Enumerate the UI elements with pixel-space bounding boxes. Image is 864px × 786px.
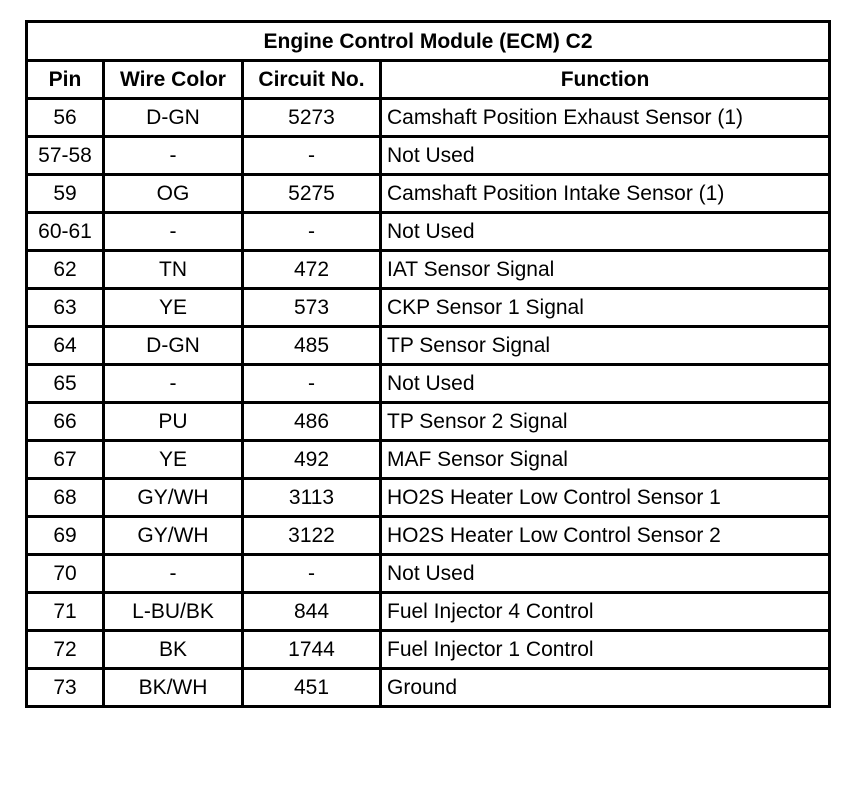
pin-cell: 73 (27, 669, 104, 707)
circuit-no-cell: 485 (243, 327, 381, 365)
function-cell: Fuel Injector 1 Control (381, 631, 830, 669)
pin-cell: 60-61 (27, 213, 104, 251)
column-header-row (27, 61, 830, 99)
wire-color-cell: D-GN (104, 327, 243, 365)
table-title-row (27, 22, 830, 61)
pin-cell: 68 (27, 479, 104, 517)
wire-color-cell: - (104, 137, 243, 175)
pin-cell: 64 (27, 327, 104, 365)
function-cell: Not Used (381, 365, 830, 403)
wire-color-cell: BK/WH (104, 669, 243, 707)
table-row (27, 631, 830, 669)
pin-cell: 72 (27, 631, 104, 669)
wire-color-cell: - (104, 365, 243, 403)
circuit-no-cell: 486 (243, 403, 381, 441)
wire-color-cell: OG (104, 175, 243, 213)
header-circuit-no: Circuit No. (243, 61, 381, 99)
table-row (27, 403, 830, 441)
pin-cell: 71 (27, 593, 104, 631)
ecm-connector-table (25, 20, 831, 708)
function-cell: Not Used (381, 137, 830, 175)
wire-color-cell: - (104, 213, 243, 251)
table-row (27, 213, 830, 251)
function-cell: Ground (381, 669, 830, 707)
pin-cell: 63 (27, 289, 104, 327)
table-row (27, 251, 830, 289)
wire-color-cell: L-BU/BK (104, 593, 243, 631)
table-row (27, 175, 830, 213)
circuit-no-cell: 451 (243, 669, 381, 707)
wire-color-cell: GY/WH (104, 517, 243, 555)
function-cell: Fuel Injector 4 Control (381, 593, 830, 631)
circuit-no-cell: 5273 (243, 99, 381, 137)
circuit-no-cell: - (243, 137, 381, 175)
pin-cell: 67 (27, 441, 104, 479)
table-row (27, 669, 830, 707)
circuit-no-cell: - (243, 213, 381, 251)
function-cell: TP Sensor 2 Signal (381, 403, 830, 441)
pin-cell: 69 (27, 517, 104, 555)
table-row (27, 365, 830, 403)
table-row (27, 555, 830, 593)
circuit-no-cell: 492 (243, 441, 381, 479)
wire-color-cell: - (104, 555, 243, 593)
wire-color-cell: TN (104, 251, 243, 289)
circuit-no-cell: - (243, 365, 381, 403)
circuit-no-cell: - (243, 555, 381, 593)
pin-cell: 66 (27, 403, 104, 441)
pin-cell: 57-58 (27, 137, 104, 175)
circuit-no-cell: 3122 (243, 517, 381, 555)
table-row (27, 289, 830, 327)
pin-cell: 62 (27, 251, 104, 289)
pin-cell: 56 (27, 99, 104, 137)
function-cell: Camshaft Position Exhaust Sensor (1) (381, 99, 830, 137)
wire-color-cell: BK (104, 631, 243, 669)
table-title: Engine Control Module (ECM) C2 (27, 22, 830, 61)
pin-cell: 65 (27, 365, 104, 403)
wire-color-cell: PU (104, 403, 243, 441)
header-function: Function (381, 61, 830, 99)
circuit-no-cell: 3113 (243, 479, 381, 517)
table-row (27, 479, 830, 517)
function-cell: MAF Sensor Signal (381, 441, 830, 479)
table-row (27, 99, 830, 137)
wire-color-cell: D-GN (104, 99, 243, 137)
wire-color-cell: GY/WH (104, 479, 243, 517)
function-cell: Not Used (381, 213, 830, 251)
header-wire-color: Wire Color (104, 61, 243, 99)
function-cell: HO2S Heater Low Control Sensor 2 (381, 517, 830, 555)
function-cell: CKP Sensor 1 Signal (381, 289, 830, 327)
pin-cell: 59 (27, 175, 104, 213)
circuit-no-cell: 472 (243, 251, 381, 289)
circuit-no-cell: 5275 (243, 175, 381, 213)
header-pin: Pin (27, 61, 104, 99)
wire-color-cell: YE (104, 289, 243, 327)
table-row (27, 441, 830, 479)
function-cell: HO2S Heater Low Control Sensor 1 (381, 479, 830, 517)
wire-color-cell: YE (104, 441, 243, 479)
table-row (27, 327, 830, 365)
table-row (27, 517, 830, 555)
table-body (27, 99, 830, 707)
pin-cell: 70 (27, 555, 104, 593)
table-row (27, 137, 830, 175)
circuit-no-cell: 844 (243, 593, 381, 631)
function-cell: IAT Sensor Signal (381, 251, 830, 289)
function-cell: Not Used (381, 555, 830, 593)
circuit-no-cell: 1744 (243, 631, 381, 669)
table-row (27, 593, 830, 631)
function-cell: TP Sensor Signal (381, 327, 830, 365)
function-cell: Camshaft Position Intake Sensor (1) (381, 175, 830, 213)
circuit-no-cell: 573 (243, 289, 381, 327)
